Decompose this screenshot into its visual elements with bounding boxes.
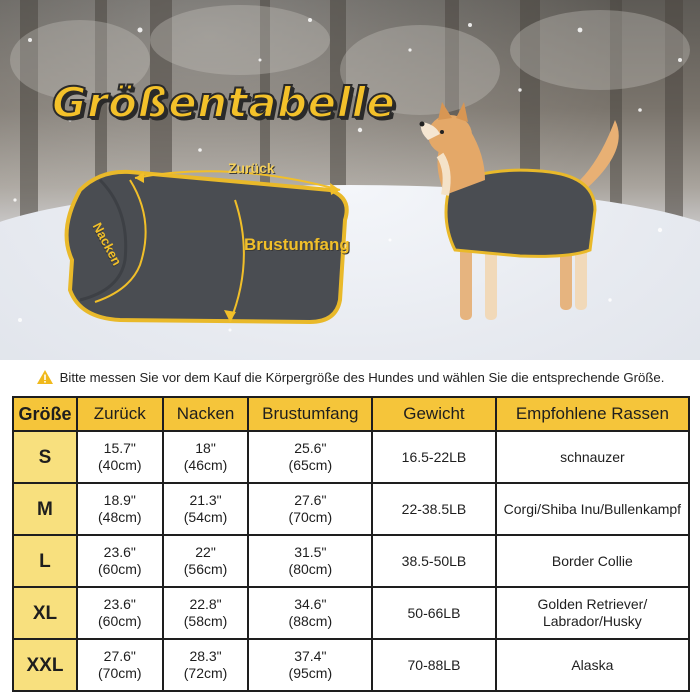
chest-cell <box>248 431 372 483</box>
table-row <box>13 431 689 483</box>
back-cell <box>77 639 163 691</box>
chest-cell <box>248 587 372 639</box>
chest-inch: 34.6" <box>294 596 327 612</box>
chest-cell <box>248 639 372 691</box>
back-cm: (40cm) <box>98 457 142 473</box>
back-cm: (60cm) <box>98 561 142 577</box>
size-cell: XXL <box>13 639 77 691</box>
neck-inch: 18" <box>195 440 216 456</box>
chest-cm: (80cm) <box>288 561 333 577</box>
breeds-cell <box>496 535 689 587</box>
back-inch: 23.6" <box>103 596 136 612</box>
size-cell: M <box>13 483 77 535</box>
chest-inch: 37.4" <box>294 648 327 664</box>
notice-text: Bitte messen Sie vor dem Kauf die Körpergröße des Hundes und wählen Sie die entsprechende Größe. <box>59 369 665 385</box>
breeds-cell <box>496 431 689 483</box>
breeds-cell <box>496 483 689 535</box>
table-header-row <box>13 397 689 431</box>
breed-line: Labrador/Husky <box>542 613 642 629</box>
weight-cell: 70-88LB <box>372 639 496 691</box>
weight-cell: 50-66LB <box>372 587 496 639</box>
table-row <box>13 587 689 639</box>
header-chest: Brustumfang <box>248 397 372 431</box>
neck-cell <box>163 587 249 639</box>
header-breeds: Empfohlene Rassen <box>496 397 689 431</box>
header-size: Größe <box>13 397 77 431</box>
chest-inch: 25.6" <box>294 440 327 456</box>
neck-inch: 22.8" <box>189 596 222 612</box>
table-row <box>13 639 689 691</box>
neck-label: Nacken <box>89 220 125 268</box>
neck-inch: 21.3" <box>189 492 222 508</box>
breed-line: Border Collie <box>551 552 633 569</box>
measure-notice <box>0 366 700 388</box>
dog-wearing-coat <box>400 100 650 330</box>
chest-inch: 27.6" <box>294 492 327 508</box>
table-row <box>13 483 689 535</box>
back-cm: (70cm) <box>98 665 142 681</box>
neck-cm: (58cm) <box>183 613 228 629</box>
back-inch: 18.9" <box>103 492 136 508</box>
breed-line: Alaska <box>571 656 614 673</box>
weight-cell: 22-38.5LB <box>372 483 496 535</box>
size-cell: L <box>13 535 77 587</box>
header-weight: Gewicht <box>372 397 496 431</box>
neck-cell <box>163 483 249 535</box>
chest-cell <box>248 483 372 535</box>
chest-cm: (70cm) <box>288 509 333 525</box>
back-inch: 27.6" <box>103 648 136 664</box>
neck-cm: (54cm) <box>183 509 228 525</box>
weight-cell: 16.5-22LB <box>372 431 496 483</box>
neck-cm: (72cm) <box>183 665 228 681</box>
table-row <box>13 535 689 587</box>
neck-inch: 28.3" <box>189 648 222 664</box>
neck-cell <box>163 535 249 587</box>
breed-line: Golden Retriever/ <box>537 596 648 612</box>
chest-cell <box>248 535 372 587</box>
neck-cm: (56cm) <box>183 561 228 577</box>
neck-inch: 22" <box>195 544 216 560</box>
chest-cm: (65cm) <box>288 457 333 473</box>
warning-icon <box>36 369 54 385</box>
chest-cm: (95cm) <box>288 665 333 681</box>
header-neck: Nacken <box>163 397 249 431</box>
back-cell <box>77 535 163 587</box>
chest-cm: (88cm) <box>288 613 333 629</box>
weight-cell: 38.5-50LB <box>372 535 496 587</box>
back-inch: 15.7" <box>103 440 136 456</box>
size-cell: S <box>13 431 77 483</box>
chest-label: Brustumfang <box>244 235 350 254</box>
neck-cell <box>163 431 249 483</box>
breeds-cell <box>496 639 689 691</box>
back-cm: (60cm) <box>98 613 142 629</box>
breed-line: schnauzer <box>560 448 625 465</box>
neck-cm: (46cm) <box>183 457 228 473</box>
page-title: Größentabelle <box>52 78 396 127</box>
size-chart-table <box>12 396 690 692</box>
size-cell: XL <box>13 587 77 639</box>
back-cell <box>77 483 163 535</box>
back-cell <box>77 431 163 483</box>
back-cell <box>77 587 163 639</box>
breed-line: Corgi/Shiba Inu/Bullenkampf <box>503 500 682 517</box>
header-back: Zurück <box>77 397 163 431</box>
neck-cell <box>163 639 249 691</box>
breeds-cell <box>496 587 689 639</box>
chest-inch: 31.5" <box>294 544 327 560</box>
back-cm: (48cm) <box>98 509 142 525</box>
back-label: Zurück <box>228 160 275 176</box>
back-inch: 23.6" <box>103 544 136 560</box>
